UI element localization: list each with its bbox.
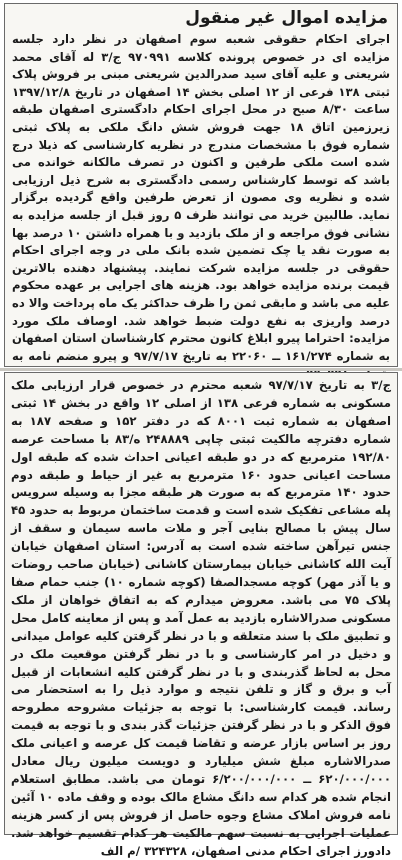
notice-body-part-2: ج/۳ به تاریخ ۹۷/۷/۱۷ شعبه محترم در خصوص قرار ارزیابی ملک مسکونی به شماره فرعی ۱۳۸ از اصلی ۱۲ واقع در بخش ۱۴ ثبتی اصفهان به شماره ثبت ۸۰۰۱ که در دفتر ۱۵۲ و صفحه ۱۸۷ به شماره دفترچه مالکیت ثبتی چاپی ۲۴۸۸۸۹ ه/۸۳ با مساحت عرصه ۱۹۲/۸۰ مترمربع که در دو طبقه اعیانی احداث شده که طبقه اول مساحت اعیانی حدود ۱۶۰ مترمربع به غیر از حیاط و طبقه دوم حدود ۱۴۰ مترمربع که به صورت هر طبقه مجزا به وسیله سرویس پله مشاعی تفکیک شده است و قدمت ساختمان مربوط به حدود ۴۵ سال پیش با مصالح بنایی آجر و ملات ماسه سیمان و سقف از جنس تیرآهن ساخته شده است به آدرس: استان اصفهان خیابان آیت الله کاشانی خیابان بیمارستان کاشانی (خیابان صاحب روضات و یا آذر مهر) کوچه مسجدالصفا (کوچه شماره ۱۰) جنب حمام صفا پلاک ۷۵ می باشد. معروض میدارم که به اتفاق خواهان از ملک مسکونی صدرالاشاره بازدید به عمل آمد و پس از معاینه کامل محل و تطبیق ملک با سند متعلقه و با در نظر گرفتن کلیه عوامل میدانی و دخیل در امر کارشناسی و با در نظر گرفتن موقعیت ملک در محل به لحاظ گذربندی و با در نظر گرفتن کلیه انشعابات از قبیل آب و برق و گاز و تلفن نتیجه و موارد ذیل را به استحضار می رساند. قیمت کارشناسی: با توجه به جزئیات مشروحه مطروحه فوق الذکر و با در نظر گرفتن جزئیات گذر بندی و با توجه به قیمت روز بر اساس بازار عرضه و تقاضا قیمت کل عرصه و اعیانی ملک صدرالاشاره مبلغ شش میلیارد و دویست میلیون ریال معادل ۶۲۰/۰۰۰/۰۰۰ ــ ۶/۲۰۰/۰۰۰/۰۰۰ تومان می باشد. مطابق استعلام انجام شده هر کدام سه دانگ مشاع مالک بوده و وقف ماده ۱۰ آئین نامه فروش املاک مشاع وجوه حاصل از فروش پس از کسر هزینه عملیات اجرایی به نسبت سهم مالکیت هر کدام تقسیم خواهد شد. دادورز اجرای احکام مدنی اصفهان، ۳۲۴۳۲۸ /م الف bbox=[11, 378, 392, 858]
notice-title: مزایده اموال غیر منقول bbox=[185, 8, 388, 28]
notice-body-part-1: اجرای احکام حقوقی شعبه سوم اصفهان در نظر دارد جلسه مزایده ای در خصوص پرونده کلاسه ۹۷۰۹۹۱ ج/۳ له آقای محمد شریعتی و علیه آقای سید صدرالدین شریعتی مبنی بر فروش پلاک ثبتی ۱۳۸ فرعی از ۱۲ اصلی بخش ۱۴ اصفهان در تاریخ ۱۳۹۷/۱۲/۸ ساعت ۸/۳۰ صبح در محل اجرای احکام دادگستری اصفهان طبقه زیرزمین اتاق ۱۸ جهت فروش شش دانگ ملکی به پلاک ثبتی شماره فوق با مشخصات مندرج در نظریه کارشناسی که ذیلا درج شده است ملکی طرفین و اکنون در تصرف مالکانه خوانده می باشد که توسط کارشناس رسمی دادگستری به شرح ذیل ارزیابی شده و نظریه وی مصون از تعرض طرفین واقع گردیده برگزار نماید. طالبین خرید می توانند ظرف ۵ روز قبل از جلسه مزایده به نشانی فوق مراجعه و از ملک بازدید و با همراه داشتن ۱۰ درصد بها به صورت نقد یا چک تضمین شده بانک ملی در وجه اجرای احکام حقوقی در جلسه مزایده شرکت نمایند. پیشنهاد دهنده بالاترین قیمت برنده مزایده خواهد بود. هزینه های اجرایی بر عهده محکوم علیه می باشد و مابقی ثمن را ظرف حداکثر یک ماه پرداخت والا ده درصد واریزی به نفع دولت ضبط خواهد شد. اوصاف ملک مورد مزایده: احتراما پیرو ابلاغ کانون محترم کارشناسان استان اصفهان به شماره ۱۶۱/۲۷۴ ــ ۲۲۰۶۰ به تاریخ ۹۷/۷/۱۷ و پیرو منضم نامه به bbox=[12, 32, 391, 363]
notice-clip-top bbox=[4, 3, 398, 367]
clip-divider bbox=[0, 368, 402, 371]
notice-clip-bottom bbox=[4, 372, 398, 858]
